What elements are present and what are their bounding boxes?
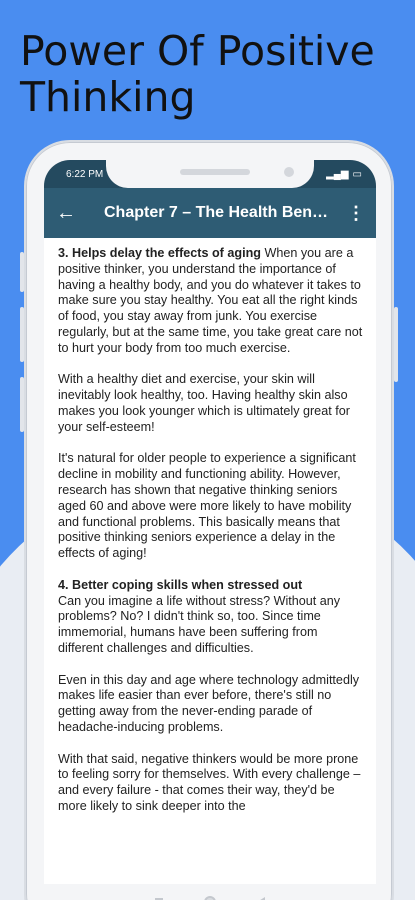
phone-frame bbox=[24, 140, 394, 900]
volume-button bbox=[20, 377, 24, 432]
camera-icon bbox=[284, 167, 294, 177]
section-heading: 4. Better coping skills when stressed out bbox=[58, 577, 303, 592]
battery-icon: ▭ bbox=[352, 168, 362, 180]
volume-button bbox=[20, 252, 24, 292]
volume-button bbox=[20, 307, 24, 362]
signal-icon: ▂▄▆ bbox=[326, 168, 349, 180]
paragraph: It's natural for older people to experience a significant decline in mobility and functioning ability. However, research has shown that negative thinking seniors aged 60 and above were more likely to have mobility and functional problems. This basically means that positive thinking seniors experience a delay in the effects of aging! bbox=[58, 451, 356, 561]
status-icons bbox=[326, 169, 362, 180]
paragraph: With that said, negative thinkers would be more prone to feeling sorry for themselves. With every challenge – and every failure - that comes their way, they'd be more likely to sink deeper into the bbox=[58, 751, 361, 813]
paragraph: With a healthy diet and exercise, your skin will inevitably look healthy, too. Having healthy skin also makes you look younger which is ultimately great for your self-esteem! bbox=[58, 372, 350, 434]
paragraph: 3. Helps delay the effects of aging When you are a positive thinker, you understand the importance of having a healthy body, and you do whatever it takes to make sure you stay healthy. You eat all the right kinds of food, you stay away from junk. You exercise regularly, but at the same time, you take great care not to hurt your body from too much exercise. bbox=[58, 246, 363, 355]
back-arrow-icon[interactable]: ← bbox=[56, 201, 76, 224]
more-vert-icon[interactable]: ⋮ bbox=[347, 202, 365, 223]
chapter-title: Chapter 7 – The Health Ben… bbox=[104, 204, 329, 221]
phone-screen bbox=[44, 160, 376, 900]
app-bar bbox=[44, 188, 376, 238]
promo-title: Power Of Positive Thinking bbox=[20, 27, 375, 121]
paragraph: 4. Better coping skills when stressed out Can you imagine a life without stress? Without any problems? No? I didn't think so, too. Since time immemorial, humans have been suffering from different challenges and difficulties. bbox=[58, 577, 341, 655]
section-heading: 3. Helps delay the effects of aging bbox=[58, 246, 261, 260]
power-button bbox=[394, 307, 398, 382]
home-icon[interactable] bbox=[204, 896, 216, 900]
navigation-bar bbox=[44, 884, 376, 900]
chapter-content bbox=[44, 238, 376, 815]
paragraph: Even in this day and age where technology admittedly makes life easier than ever before, there's still no getting away from the never-ending parade of headache-inducing problems. bbox=[58, 672, 360, 734]
speaker-icon bbox=[180, 169, 250, 175]
status-time: 6:22 PM bbox=[66, 168, 104, 180]
